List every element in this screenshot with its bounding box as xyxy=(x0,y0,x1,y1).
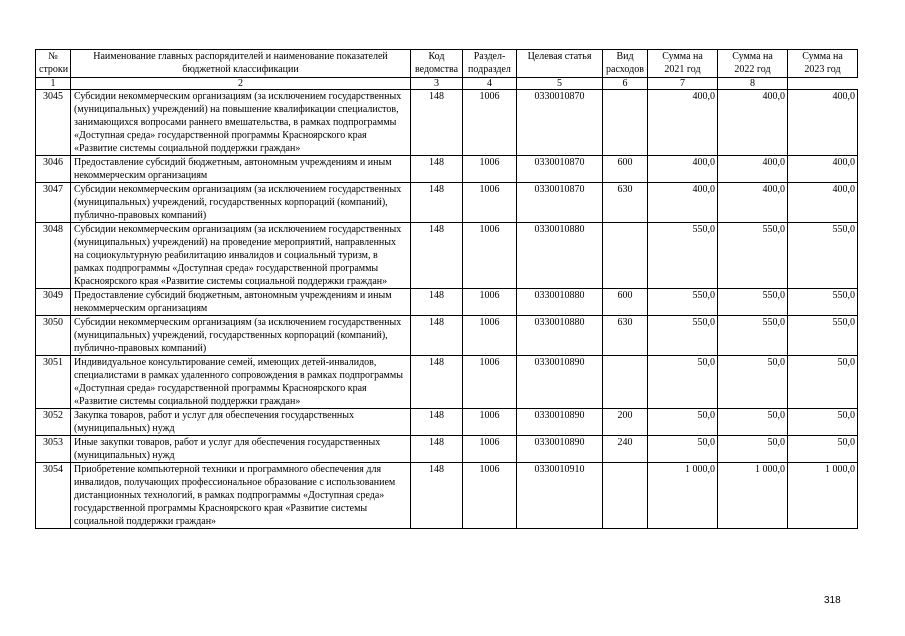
table-row xyxy=(36,356,858,409)
row-target: 0330010890 xyxy=(517,436,603,463)
row-expense-type: 240 xyxy=(603,436,648,463)
row-name: Субсидии некоммерческим организациям (за исключением государственных (муниципальных) учреждений, государственных корпораций (компаний), публично-правовых компаний) xyxy=(71,183,411,223)
header-number: 4 xyxy=(463,78,517,90)
row-target: 0330010870 xyxy=(517,90,603,156)
row-dept-code: 148 xyxy=(411,223,463,289)
row-sum-2021: 550,0 xyxy=(648,289,718,316)
row-expense-type: 630 xyxy=(603,316,648,356)
header-number: 7 xyxy=(648,78,718,90)
header-row xyxy=(36,50,858,78)
row-expense-type: 600 xyxy=(603,289,648,316)
budget-table-wrapper xyxy=(35,49,857,529)
row-section: 1006 xyxy=(463,289,517,316)
row-section: 1006 xyxy=(463,223,517,289)
row-target: 0330010880 xyxy=(517,289,603,316)
row-section: 1006 xyxy=(463,316,517,356)
row-sum-2023: 550,0 xyxy=(788,223,858,289)
row-name: Индивидуальное консультирование семей, имеющих детей-инвалидов, специалистами в рамках удаленного сопровождения в рамках подпрограммы «Доступная среда» государственной программы Красноярского края «Развитие системы социальной поддержки граждан» xyxy=(71,356,411,409)
table-row xyxy=(36,409,858,436)
row-sum-2021: 50,0 xyxy=(648,356,718,409)
row-name: Предоставление субсидий бюджетным, автономным учреждениям и иным некоммерческим организациям xyxy=(71,289,411,316)
header-expense-type: Вид расходов xyxy=(603,50,648,78)
table-row xyxy=(36,316,858,356)
header-number-row xyxy=(36,78,858,90)
row-sum-2023: 1 000,0 xyxy=(788,463,858,529)
row-target: 0330010890 xyxy=(517,409,603,436)
header-name: Наименование главных распорядителей и наименование показателей бюджетной классификации xyxy=(71,50,411,78)
row-dept-code: 148 xyxy=(411,356,463,409)
row-expense-type xyxy=(603,356,648,409)
row-expense-type xyxy=(603,463,648,529)
row-sum-2023: 400,0 xyxy=(788,90,858,156)
row-sum-2022: 550,0 xyxy=(718,316,788,356)
row-sum-2022: 1 000,0 xyxy=(718,463,788,529)
row-sum-2022: 550,0 xyxy=(718,289,788,316)
row-number: 3045 xyxy=(36,90,71,156)
row-expense-type: 200 xyxy=(603,409,648,436)
row-sum-2022: 50,0 xyxy=(718,409,788,436)
row-sum-2021: 50,0 xyxy=(648,436,718,463)
row-name: Субсидии некоммерческим организациям (за исключением государственных (муниципальных) учреждений) на проведение мероприятий, направленных на социокультурную реабилитацию инвалидов и социальный туризм, в рамках подпрограммы «Доступная среда» государственной программы Красноярского края «Развитие системы социальной поддержки граждан» xyxy=(71,223,411,289)
row-sum-2023: 50,0 xyxy=(788,356,858,409)
row-sum-2021: 50,0 xyxy=(648,409,718,436)
row-target: 0330010870 xyxy=(517,183,603,223)
row-target: 0330010910 xyxy=(517,463,603,529)
row-sum-2021: 550,0 xyxy=(648,223,718,289)
header-row-no: № строки xyxy=(36,50,71,78)
row-number: 3052 xyxy=(36,409,71,436)
row-sum-2023: 550,0 xyxy=(788,289,858,316)
row-sum-2022: 50,0 xyxy=(718,436,788,463)
header-number: 6 xyxy=(603,78,648,90)
row-dept-code: 148 xyxy=(411,436,463,463)
row-name: Закупка товаров, работ и услуг для обеспечения государственных (муниципальных) нужд xyxy=(71,409,411,436)
row-section: 1006 xyxy=(463,90,517,156)
row-dept-code: 148 xyxy=(411,289,463,316)
header-number: 1 xyxy=(36,78,71,90)
row-name: Приобретение компьютерной техники и программного обеспечения для инвалидов, получающих профессиональное образование с использованием дистанционных технологий, в рамках подпрограммы «Доступная среда» государственной программы Красноярского края «Развитие системы социальной поддержки граждан» xyxy=(71,463,411,529)
row-sum-2022: 400,0 xyxy=(718,90,788,156)
row-number: 3048 xyxy=(36,223,71,289)
table-row xyxy=(36,156,858,183)
budget-table xyxy=(35,49,858,529)
row-dept-code: 148 xyxy=(411,409,463,436)
row-number: 3050 xyxy=(36,316,71,356)
row-sum-2023: 50,0 xyxy=(788,409,858,436)
row-name: Субсидии некоммерческим организациям (за исключением государственных (муниципальных) учреждений, государственных корпораций (компаний), публично-правовых компаний) xyxy=(71,316,411,356)
row-section: 1006 xyxy=(463,356,517,409)
header-dept-code: Код ведомства xyxy=(411,50,463,78)
row-expense-type xyxy=(603,223,648,289)
row-number: 3053 xyxy=(36,436,71,463)
row-sum-2021: 400,0 xyxy=(648,183,718,223)
table-row xyxy=(36,436,858,463)
row-sum-2021: 1 000,0 xyxy=(648,463,718,529)
row-target: 0330010880 xyxy=(517,316,603,356)
header-number: 2 xyxy=(71,78,411,90)
row-section: 1006 xyxy=(463,463,517,529)
row-dept-code: 148 xyxy=(411,156,463,183)
table-body xyxy=(36,90,858,529)
row-dept-code: 148 xyxy=(411,183,463,223)
header-number: 3 xyxy=(411,78,463,90)
header-sum-2022: Сумма на 2022 год xyxy=(718,50,788,78)
page-number: 318 xyxy=(824,595,841,606)
row-dept-code: 148 xyxy=(411,316,463,356)
row-sum-2023: 400,0 xyxy=(788,156,858,183)
row-name: Предоставление субсидий бюджетным, автономным учреждениям и иным некоммерческим организациям xyxy=(71,156,411,183)
row-name: Иные закупки товаров, работ и услуг для обеспечения государственных (муниципальных) нужд xyxy=(71,436,411,463)
row-name: Субсидии некоммерческим организациям (за исключением государственных (муниципальных) учреждений) на повышение квалификации специалистов, занимающихся вопросами раннего вмешательства, в рамках подпрограммы «Доступная среда» государственной программы Красноярского края «Развитие системы социальной поддержки граждан» xyxy=(71,90,411,156)
row-sum-2022: 550,0 xyxy=(718,223,788,289)
row-target: 0330010890 xyxy=(517,356,603,409)
header-number: 8 xyxy=(718,78,788,90)
row-dept-code: 148 xyxy=(411,90,463,156)
row-number: 3049 xyxy=(36,289,71,316)
header-section: Раздел-подраздел xyxy=(463,50,517,78)
row-sum-2022: 50,0 xyxy=(718,356,788,409)
row-sum-2023: 50,0 xyxy=(788,436,858,463)
row-number: 3051 xyxy=(36,356,71,409)
header-target: Целевая статья xyxy=(517,50,603,78)
table-row xyxy=(36,289,858,316)
row-sum-2023: 550,0 xyxy=(788,316,858,356)
row-number: 3046 xyxy=(36,156,71,183)
row-section: 1006 xyxy=(463,156,517,183)
row-sum-2021: 400,0 xyxy=(648,90,718,156)
row-expense-type xyxy=(603,90,648,156)
row-number: 3047 xyxy=(36,183,71,223)
row-target: 0330010870 xyxy=(517,156,603,183)
row-sum-2022: 400,0 xyxy=(718,156,788,183)
header-number: 5 xyxy=(517,78,603,90)
table-row xyxy=(36,463,858,529)
row-sum-2021: 400,0 xyxy=(648,156,718,183)
row-dept-code: 148 xyxy=(411,463,463,529)
table-row xyxy=(36,90,858,156)
table-row xyxy=(36,223,858,289)
row-expense-type: 630 xyxy=(603,183,648,223)
row-sum-2023: 400,0 xyxy=(788,183,858,223)
table-row xyxy=(36,183,858,223)
row-sum-2021: 550,0 xyxy=(648,316,718,356)
row-target: 0330010880 xyxy=(517,223,603,289)
row-section: 1006 xyxy=(463,183,517,223)
row-expense-type: 600 xyxy=(603,156,648,183)
header-sum-2021: Сумма на 2021 год xyxy=(648,50,718,78)
row-section: 1006 xyxy=(463,409,517,436)
row-sum-2022: 400,0 xyxy=(718,183,788,223)
row-section: 1006 xyxy=(463,436,517,463)
header-sum-2023: Сумма на 2023 год xyxy=(788,50,858,78)
row-number: 3054 xyxy=(36,463,71,529)
